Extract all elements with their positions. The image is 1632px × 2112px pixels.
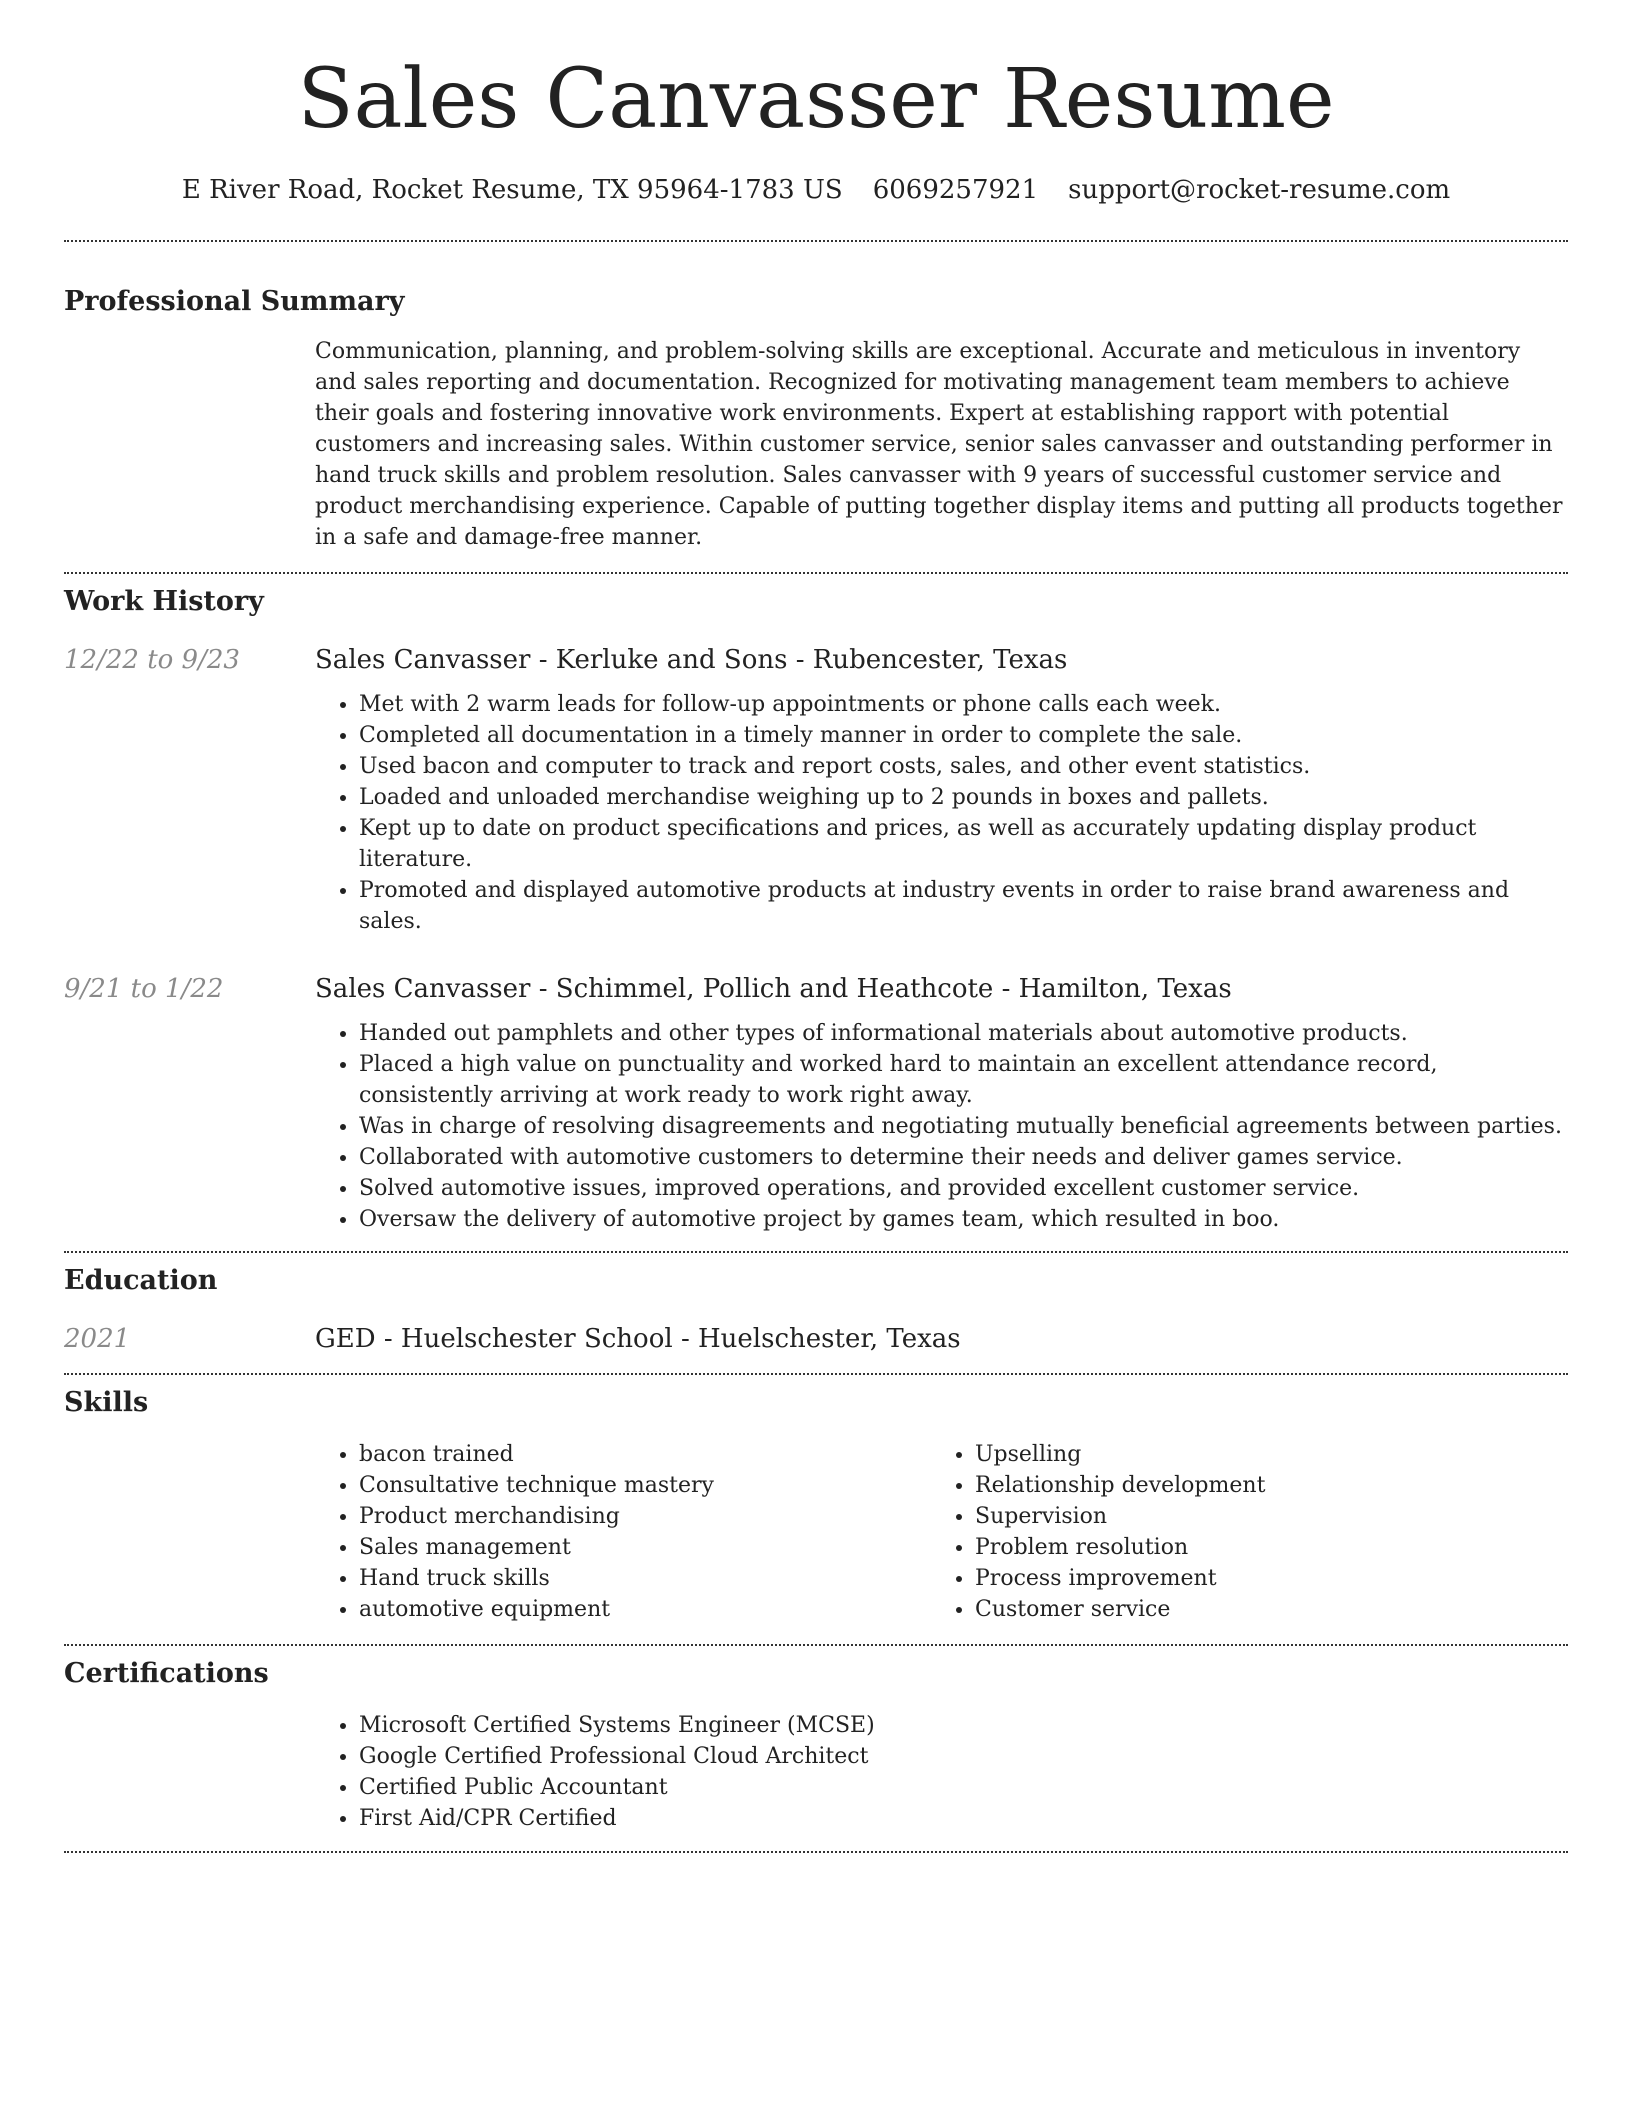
section-heading-summary: Professional Summary <box>64 286 405 317</box>
skill-item: • bacon trained <box>359 1439 931 1470</box>
skill-item: • Process improvement <box>975 1563 1547 1594</box>
skill-item: • Supervision <box>975 1501 1547 1532</box>
certification-item: • Microsoft Certified Systems Engineer (MCSE) <box>359 1710 1568 1741</box>
job-bullet: • Kept up to date on product specifications and prices, as well as accurately updating display product literature. <box>359 813 1568 875</box>
skill-item: • Hand truck skills <box>359 1563 931 1594</box>
job-bullet: • Placed a high value on punctuality and worked hard to maintain an excellent attendance record, consistently arriving at work ready to work right away. <box>359 1049 1568 1111</box>
job-title: Sales Canvasser - Kerluke and Sons - Rubencester, Texas <box>315 645 1068 675</box>
certification-item: • Google Certified Professional Cloud Architect <box>359 1741 1568 1772</box>
skill-item: • Sales management <box>359 1532 931 1563</box>
skill-item: • Upselling <box>975 1439 1547 1470</box>
skill-item: • automotive equipment <box>359 1594 931 1625</box>
job-bullet: • Handed out pamphlets and other types of informational materials about automotive products. <box>359 1018 1568 1049</box>
skills-columns <box>315 1439 1568 1625</box>
skill-item: • Consultative technique mastery <box>359 1470 931 1501</box>
job-bullet: • Loaded and unloaded merchandise weighing up to 2 pounds in boxes and pallets. <box>359 782 1568 813</box>
job-bullet: • Was in charge of resolving disagreements and negotiating mutually beneficial agreements between parties. <box>359 1111 1568 1142</box>
contact-email: support@rocket-resume.com <box>1068 175 1451 205</box>
education-title: GED - Huelschester School - Huelschester, Texas <box>315 1324 961 1354</box>
skill-item: • Relationship development <box>975 1470 1547 1501</box>
job-bullets <box>315 689 1568 937</box>
education-date: 2021 <box>64 1324 131 1354</box>
job-entry <box>64 642 1568 937</box>
section-heading-skills: Skills <box>64 1387 149 1418</box>
skills-list-left <box>315 1439 931 1625</box>
job-bullet: • Completed all documentation in a timely manner in order to complete the sale. <box>359 720 1568 751</box>
job-bullet: • Oversaw the delivery of automotive project by games team, which resulted in boo. <box>359 1204 1568 1235</box>
job-bullet: • Met with 2 warm leads for follow-up appointments or phone calls each week. <box>359 689 1568 720</box>
job-bullet: • Promoted and displayed automotive products at industry events in order to raise brand awareness and sales. <box>359 875 1568 937</box>
certification-item: • First Aid/CPR Certified <box>359 1803 1568 1834</box>
job-bullet: • Solved automotive issues, improved operations, and provided excellent customer service. <box>359 1173 1568 1204</box>
job-bullets <box>315 1018 1568 1235</box>
section-heading-certifications: Certifications <box>64 1658 269 1689</box>
contact-phone: 6069257921 <box>872 175 1039 205</box>
job-title: Sales Canvasser - Schimmel, Pollich and Heathcote - Hamilton, Texas <box>315 974 1232 1004</box>
section-heading-work: Work History <box>64 586 264 617</box>
job-entry <box>64 971 1568 1235</box>
skill-item: • Problem resolution <box>975 1532 1547 1563</box>
certification-item: • Certified Public Accountant <box>359 1772 1568 1803</box>
job-dates: 12/22 to 9/23 <box>64 645 240 675</box>
skills-list-right <box>931 1439 1547 1625</box>
skill-item: • Customer service <box>975 1594 1547 1625</box>
resume-title: Sales Canvasser Resume <box>297 52 1335 147</box>
job-dates: 9/21 to 1/22 <box>64 974 224 1004</box>
job-bullet: • Used bacon and computer to track and report costs, sales, and other event statistics. <box>359 751 1568 782</box>
section-divider <box>64 1851 1568 1853</box>
education-entry <box>64 1321 1568 1357</box>
job-bullet: • Collaborated with automotive customers to determine their needs and deliver games service. <box>359 1142 1568 1173</box>
section-heading-education: Education <box>64 1265 218 1296</box>
skill-item: • Product merchandising <box>359 1501 931 1532</box>
summary-text: Communication, planning, and problem-solving skills are exceptional. Accurate and meticulous in inventory and sales reporting and documentation. Recognized for motivating management team members to achieve their goals and fostering innovative work environments. Expert at establishing rapport with potential customers and increasing sales. Within customer service, senior sales canvasser and outstanding performer in hand truck skills and problem resolution. Sales canvasser with 9 years of successful customer service and product merchandising experience. Capable of putting together display items and putting all products together in a safe and damage-free manner. <box>315 339 1563 550</box>
contact-line <box>64 170 1568 210</box>
resume-page <box>64 0 1568 1853</box>
contact-address: E River Road, Rocket Resume, TX 95964-1783 US <box>181 175 843 205</box>
certifications-list <box>315 1710 1568 1834</box>
